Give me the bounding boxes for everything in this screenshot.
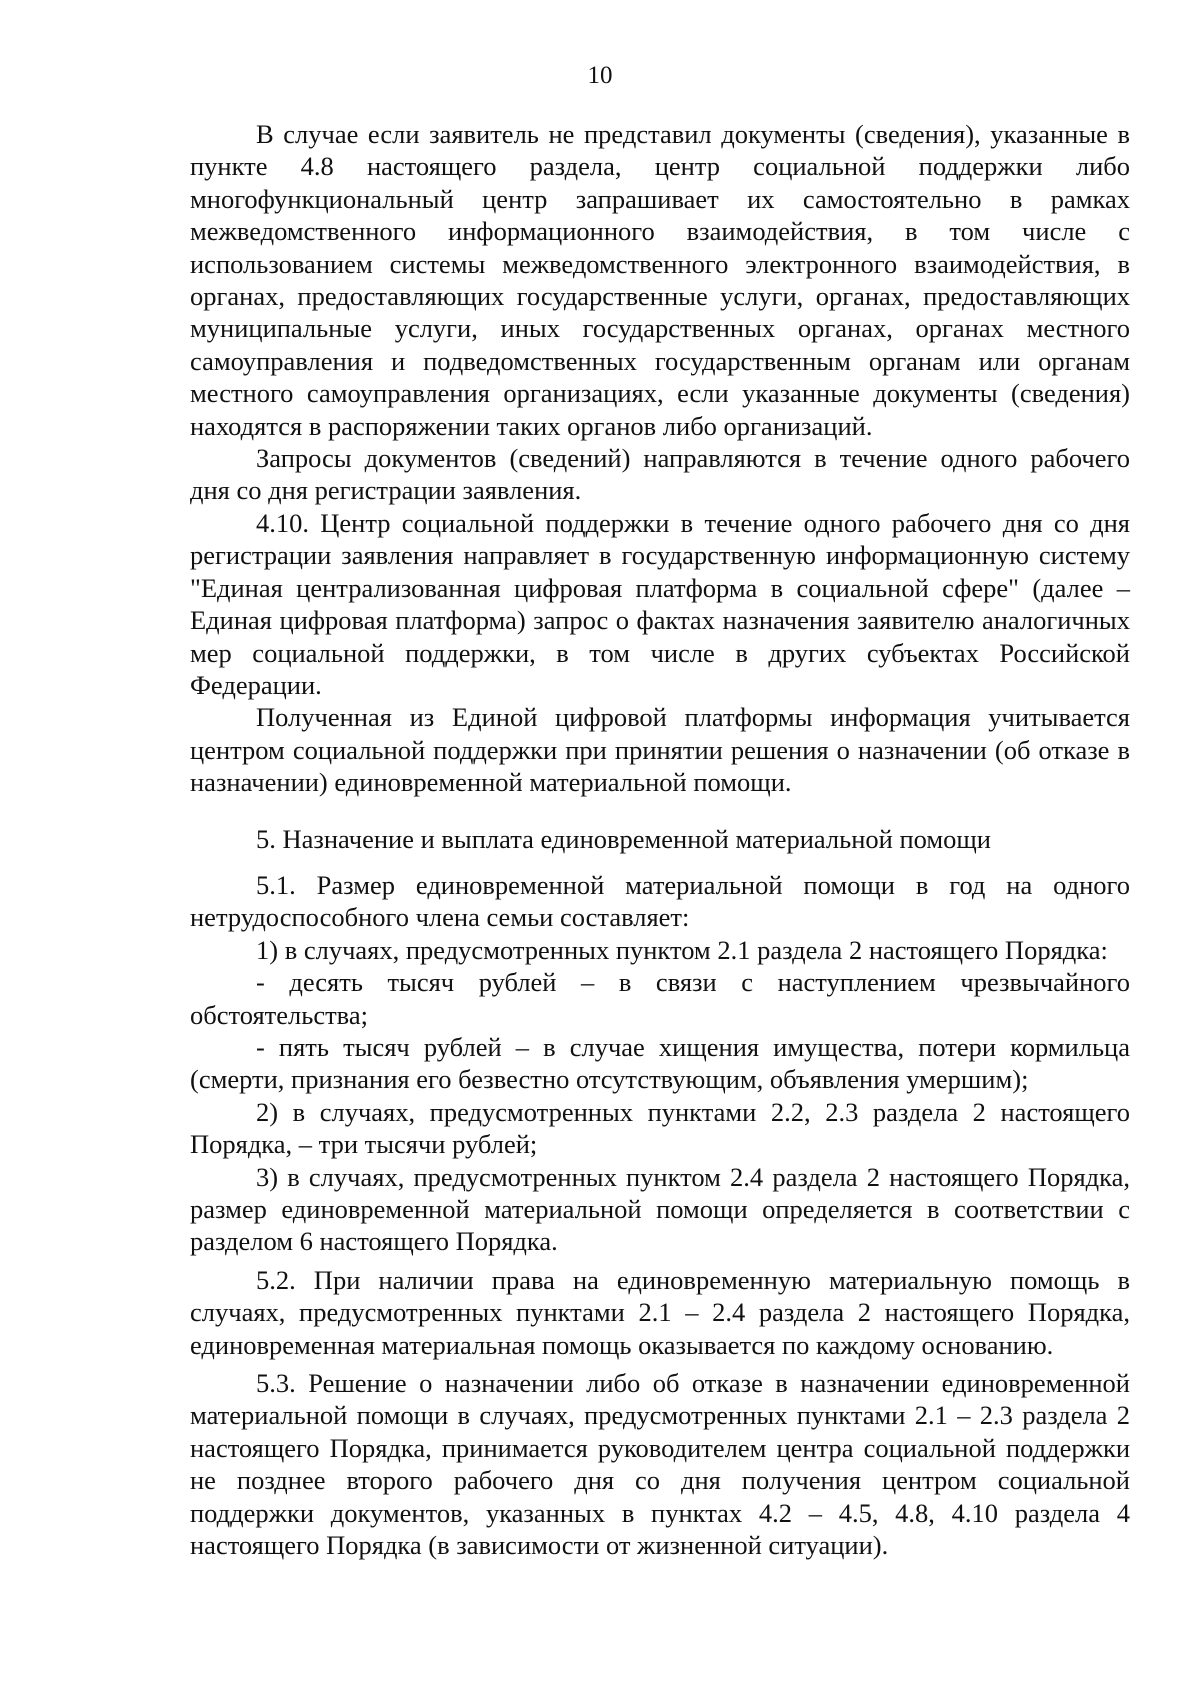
paragraph-request-deadline: Запросы документов (сведений) направляются в течение одного рабочего дня со дня регистрации заявления. — [190, 443, 1130, 506]
paragraph-5-1: 5.1. Размер единовременной материальной помощи в год на одного нетрудоспособного члена семьи составляет: — [190, 869, 1130, 933]
paragraph-interagency-request: В случае если заявитель не представил документы (сведения), указанные в пункте 4.8 настоящего раздела, центр социальной поддержки либо многофункциональный центр запрашивает их самостоятельно в рамках межведомственного информационного взаимодействия, в том числе с использованием системы межведомственного электронного взаимодействия, в органах, предоставляющих государственные услуги, органах, предоставляющих муниципальные услуги, иных государственных органах, органах местного самоуправления и подведомственных государственным органам или органам местного самоуправления организациях, если указанные документы (сведения) находятся в распоряжении таких органов либо организаций. — [190, 119, 1130, 441]
document-body — [190, 118, 1130, 1561]
list-item-ten-thousand: - десять тысяч рублей – в связи с наступлением чрезвычайного обстоятельства; — [190, 967, 1130, 1030]
list-item-5-1-3: 3) в случаях, предусмотренных пунктом 2.4 раздела 2 настоящего Порядка, размер единовременной материальной помощи определяется в соответствии с разделом 6 настоящего Порядка. — [190, 1161, 1130, 1257]
list-item-five-thousand: - пять тысяч рублей – в случае хищения имущества, потери кормильца (смерти, признания его безвестно отсутствующим, объявления умершим); — [190, 1031, 1130, 1095]
paragraph-platform-info: Полученная из Единой цифровой платформы информация учитывается центром социальной поддержки при принятии решения о назначении (об отказе в назначении) единовременной материальной помощи. — [190, 702, 1130, 798]
paragraph-5-2: 5.2. При наличии права на единовременную материальную помощь в случаях, предусмотренных пунктами 2.1 – 2.4 раздела 2 настоящего Порядка, единовременная материальная помощь оказывается по каждому основанию. — [190, 1264, 1130, 1360]
page-number: 10 — [587, 62, 613, 89]
paragraph-5-3: 5.3. Решение о назначении либо об отказе в назначении единовременной материальной помощи в случаях, предусмотренных пунктами 2.1 – 2.3 раздела 2 настоящего Порядка, принимается руководителем центра социальной поддержки не позднее второго рабочего дня со дня получения центром социальной поддержки документов, указанных в пунктах 4.2 – 4.5, 4.8, 4.10 раздела 4 настоящего Порядка (в зависимости от жизненной ситуации). — [190, 1368, 1130, 1561]
paragraph-4-10: 4.10. Центр социальной поддержки в течение одного рабочего дня со дня регистрации заявления направляет в государственную информационную систему "Единая централизованная цифровая платформа в социальной сфере" (далее – Единая цифровая платформа) запрос о фактах назначения заявителю аналогичных мер социальной поддержки, в том числе в других субъектах Российской Федерации. — [190, 507, 1130, 700]
list-item-5-1-1: 1) в случаях, предусмотренных пунктом 2.1 раздела 2 настоящего Порядка: — [256, 934, 1108, 965]
section-heading-5: 5. Назначение и выплата единовременной материальной помощи — [256, 823, 991, 854]
list-item-5-1-2: 2) в случаях, предусмотренных пунктами 2.2, 2.3 раздела 2 настоящего Порядка, – три тысячи рублей; — [190, 1096, 1130, 1160]
